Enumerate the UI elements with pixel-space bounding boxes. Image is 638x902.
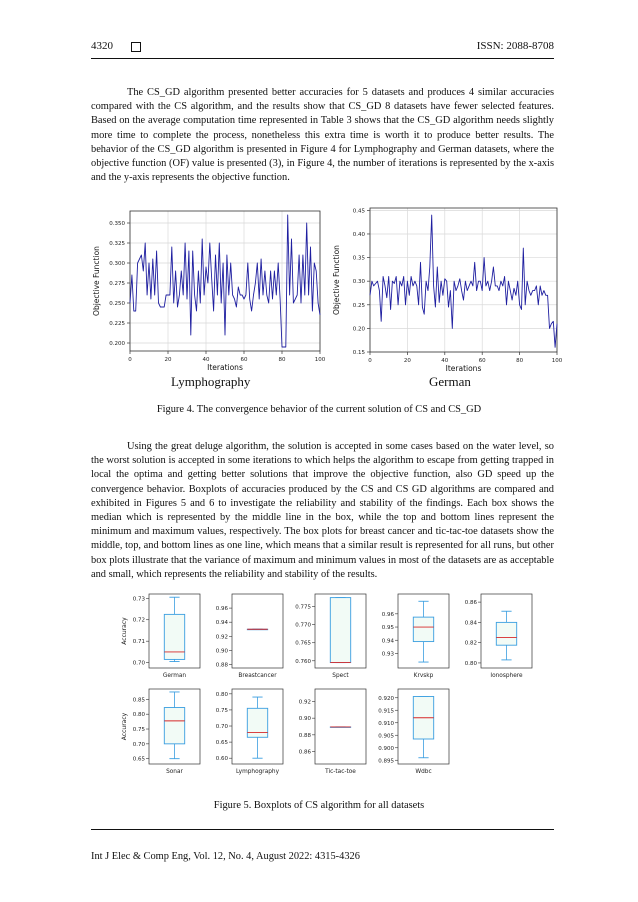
- x-tick-label: 0: [368, 358, 372, 364]
- category-label: Sonar: [166, 769, 183, 775]
- square-icon: [131, 42, 141, 52]
- y-axis-label: Objective Function: [92, 246, 101, 316]
- boxplot-breastcancer: [216, 594, 283, 679]
- y-tick-label: 0.90: [215, 648, 228, 655]
- plot-frame: [232, 594, 283, 668]
- line-chart-german: [332, 208, 563, 373]
- y-tick-label: 0.275: [109, 281, 125, 287]
- y-tick-label: 0.915: [378, 708, 394, 715]
- page-header: [91, 40, 554, 58]
- figure-5: [0, 587, 638, 787]
- x-axis-label: Iterations: [445, 364, 482, 373]
- y-tick-label: 0.20: [352, 326, 365, 333]
- boxplot-tic-tac-toe: [299, 689, 366, 775]
- figure4-caption: Figure 4. The convergence behavior of the current solution of CS and CS_GD: [156, 404, 482, 415]
- y-tick-label: 0.60: [215, 756, 228, 763]
- y-tick-label: 0.80: [215, 691, 228, 698]
- y-tick-label: 0.775: [295, 604, 311, 611]
- x-tick-label: 80: [516, 358, 524, 364]
- y-tick-label: 0.96: [381, 611, 394, 618]
- y-tick-label: 0.80: [464, 660, 477, 667]
- y-tick-label: 0.325: [109, 241, 125, 247]
- y-tick-label: 0.910: [378, 720, 394, 727]
- iqr-box: [247, 708, 267, 737]
- y-tick-label: 0.25: [352, 302, 365, 309]
- y-tick-label: 0.900: [378, 745, 394, 752]
- x-tick-label: 60: [240, 357, 248, 363]
- y-tick-label: 0.94: [215, 620, 228, 627]
- x-tick-label: 0: [128, 357, 132, 363]
- y-tick-label: 0.96: [215, 606, 228, 613]
- y-tick-label: 0.225: [109, 321, 125, 327]
- boxplot-spect: [295, 594, 366, 679]
- paragraph-2: Using the great deluge algorithm, the solution is accepted in some cases based on the water level, so the worst solution is accepted in some iterations to which helps the algorithm to escape from getting trapped in local the optima and getting better solutions that improve the objective function, also GD speed up the convergence behavior. Boxplots of accuracies produced by the CS and CS GD algorithms are compared and exhibited in Figures 5 and 6 to investigate the reliability and stability of the findings. Each box shows the median which is represented by the middle line in the box, while the top and bottom lines represent the minimum and maximum values, respectively. The box plots for breast cancer and tic-tac-toe datasets show the middle, top, and bottom lines as one line, which means that a similar result is represented for all runs, but other box plots illustrate that the variance of maximum and minimum values in most of the datasets are as acceptable and small, which represents the reliability and stability of the results.: [91, 441, 554, 580]
- x-tick-label: 100: [551, 358, 563, 364]
- y-tick-label: 0.92: [215, 634, 228, 641]
- y-tick-label: 0.92: [298, 699, 311, 706]
- iqr-box: [164, 708, 184, 744]
- y-tick-label: 0.86: [298, 749, 311, 756]
- y-axis-label: Objective Function: [332, 245, 341, 315]
- paragraph-1: The CS_GD algorithm presented better accuracies for 5 datasets and produces 4 similar accuracies compared with the CS algorithm, and the results show that CS_GD 8 datasets have fewer selected features. Based on the average computation time represented in Table 3 shows that the CS_GD algorithm needs slightly more time to complete the process, nonetheless this extra time is worth it to produce better results. The behavior of the CS_GD algorithm is presented in Figure 4 for Lymphography and German datasets, where the objective function (OF) value is presented (3), in Figure 4, the number of iterations is represented by the x-axis and the y-axis represents the objective function.: [91, 87, 554, 184]
- x-tick-label: 20: [164, 357, 172, 363]
- footer-rule: [91, 829, 554, 830]
- y-tick-label: 0.200: [109, 341, 125, 347]
- y-tick-label: 0.920: [378, 695, 394, 702]
- y-tick-label: 0.70: [132, 660, 145, 667]
- iqr-box: [164, 614, 184, 659]
- y-axis-label: Accuracy: [121, 712, 128, 741]
- y-tick-label: 0.350: [109, 221, 125, 227]
- line-chart-lymphography: [92, 211, 326, 372]
- y-tick-label: 0.93: [381, 651, 394, 658]
- y-tick-label: 0.95: [381, 625, 394, 632]
- category-label: Wdbc: [415, 769, 432, 775]
- y-axis-label: Accuracy: [121, 617, 128, 645]
- x-tick-label: 40: [202, 357, 210, 363]
- y-tick-label: 0.760: [295, 658, 311, 665]
- y-tick-label: 0.88: [298, 732, 311, 739]
- figure-4: [0, 197, 638, 407]
- y-tick-label: 0.250: [109, 301, 125, 307]
- x-tick-label: 40: [441, 358, 449, 364]
- x-axis-label: Iterations: [207, 363, 243, 372]
- y-tick-label: 0.80: [132, 712, 145, 719]
- figure5-caption: Figure 5. Boxplots of CS algorithm for all datasets: [213, 800, 425, 811]
- y-tick-label: 0.82: [464, 640, 477, 647]
- boxplot-lymphography: [216, 689, 283, 775]
- category-label: Krvskp: [413, 673, 434, 679]
- y-tick-label: 0.73: [132, 596, 145, 603]
- y-tick-label: 0.86: [464, 600, 477, 607]
- y-tick-label: 0.895: [378, 758, 394, 765]
- plot-frame: [370, 208, 557, 352]
- y-tick-label: 0.71: [132, 639, 145, 646]
- x-tick-label: 60: [478, 358, 486, 364]
- y-tick-label: 0.94: [381, 638, 394, 645]
- category-label: Tic-tac-toe: [325, 769, 356, 775]
- iqr-box: [330, 598, 350, 663]
- y-tick-label: 0.72: [132, 617, 145, 624]
- header-rule: [91, 58, 554, 59]
- y-tick-label: 0.45: [352, 208, 365, 215]
- x-tick-label: 80: [278, 357, 286, 363]
- y-tick-label: 0.75: [132, 727, 145, 734]
- x-tick-label: 100: [314, 357, 326, 363]
- boxplot-krvskp: [382, 594, 449, 679]
- figure4-label-lymphography: Lymphography: [171, 374, 251, 389]
- boxplot-ionosphere: [465, 594, 532, 679]
- x-tick-label: 20: [403, 358, 411, 364]
- y-tick-label: 0.15: [352, 350, 365, 356]
- category-label: Lymphography: [235, 769, 280, 775]
- y-tick-label: 0.300: [109, 261, 125, 267]
- category-label: Spect: [332, 673, 349, 679]
- footer-citation: Int J Elec & Comp Eng, Vol. 12, No. 4, August 2022: 4315-4326: [91, 851, 360, 862]
- y-tick-label: 0.85: [132, 697, 145, 704]
- issn: ISSN: 2088-8708: [476, 40, 554, 52]
- y-tick-label: 0.35: [352, 255, 365, 262]
- category-label: Ionosphere: [490, 673, 523, 679]
- y-tick-label: 0.905: [378, 733, 394, 740]
- boxplot-wdbc: [378, 689, 449, 775]
- y-tick-label: 0.75: [215, 707, 228, 714]
- y-tick-label: 0.88: [215, 662, 228, 669]
- y-tick-label: 0.770: [295, 622, 311, 629]
- boxplot-german: [121, 594, 200, 679]
- series-line: [130, 215, 320, 347]
- y-tick-label: 0.765: [295, 640, 311, 647]
- y-tick-label: 0.84: [464, 620, 477, 627]
- category-label: Breastcancer: [238, 673, 277, 679]
- boxplot-sonar: [121, 689, 200, 775]
- y-tick-label: 0.40: [352, 231, 365, 238]
- iqr-box: [413, 617, 433, 641]
- y-tick-label: 0.65: [132, 756, 145, 763]
- page-number: 4320: [91, 40, 113, 52]
- y-tick-label: 0.90: [298, 716, 311, 723]
- figure4-label-german: German: [429, 374, 471, 389]
- y-tick-label: 0.70: [215, 724, 228, 731]
- y-tick-label: 0.30: [352, 279, 365, 286]
- y-tick-label: 0.65: [215, 740, 228, 747]
- iqr-box: [496, 622, 516, 645]
- category-label: German: [162, 673, 187, 679]
- y-tick-label: 0.70: [132, 741, 145, 748]
